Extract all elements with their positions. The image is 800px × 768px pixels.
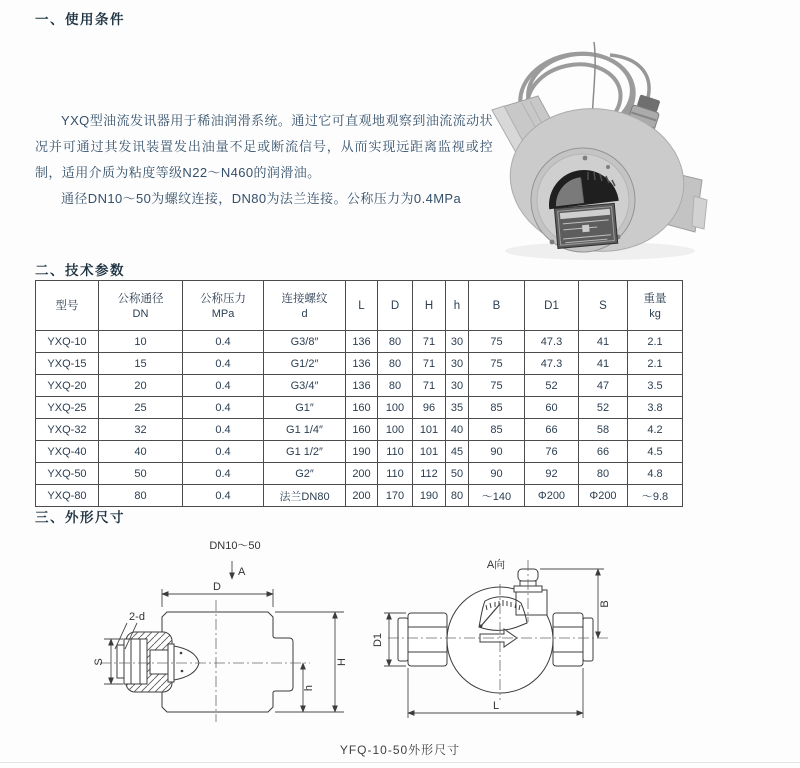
- port-cap: [117, 645, 124, 678]
- col-header-line1: 型号: [55, 299, 79, 312]
- table-row: [36, 463, 683, 485]
- table-cell: 45: [446, 441, 469, 463]
- table-cell: 101: [413, 441, 446, 463]
- table-cell: 75: [469, 375, 525, 397]
- col-header-pressure: [183, 281, 264, 331]
- table-cell: 112: [413, 463, 446, 485]
- table-cell: 47: [579, 375, 628, 397]
- col-header-D1: [525, 281, 579, 331]
- col-header-line1: h: [453, 299, 461, 312]
- table-row: [36, 419, 683, 441]
- table-cell: 76: [525, 441, 579, 463]
- col-header-line2: kg: [649, 307, 661, 320]
- table-cell: G2″: [264, 463, 346, 485]
- table-cell: 66: [579, 441, 628, 463]
- table-cell: 110: [378, 463, 413, 485]
- table-cell: G1 1/4″: [264, 419, 346, 441]
- table-cell: 0.4: [183, 375, 264, 397]
- table-cell: 52: [579, 397, 628, 419]
- table-cell: 40: [99, 441, 183, 463]
- table-cell: 4.8: [628, 463, 683, 485]
- body-outline: [162, 612, 293, 712]
- table-cell: 80: [378, 375, 413, 397]
- table-cell: ～9.8: [628, 485, 683, 507]
- product-photo: [480, 30, 760, 265]
- table-cell: 71: [413, 353, 446, 375]
- intro-paragraph-1: YXQ型油流发讯器用于稀油润滑系统。通过它可直观地观察到油流流动状况并可通过其发讯装置发出油量不足或断流信号，从而实现远距离监视或控制，适用介质为粘度等级N22～N460的润滑油。: [35, 113, 493, 180]
- right-drawing: [372, 557, 611, 718]
- table-cell: 58: [579, 419, 628, 441]
- table-cell: 100: [378, 397, 413, 419]
- col-header-line2: MPa: [211, 307, 235, 320]
- section2-title: 二、技术参数: [35, 263, 125, 278]
- table-cell: 101: [413, 419, 446, 441]
- table-cell: 80: [378, 331, 413, 353]
- dim-D1-label: D1: [372, 632, 384, 648]
- table-cell: 法兰DN80: [264, 485, 346, 507]
- drawing-caption: YFQ-10-50外形尺寸: [339, 743, 461, 757]
- nameplate: [554, 203, 617, 248]
- table-cell: 75: [469, 353, 525, 375]
- table-cell: 50: [446, 463, 469, 485]
- table-cell: YXQ-50: [36, 463, 99, 485]
- col-header-dn: [99, 281, 183, 331]
- col-header-model: [36, 281, 99, 331]
- table-cell: 80: [579, 463, 628, 485]
- table-cell: 2.1: [628, 331, 683, 353]
- dim-L-label: L: [492, 700, 500, 712]
- table-cell: 20: [99, 375, 183, 397]
- table-cell: 30: [446, 331, 469, 353]
- table-cell: YXQ-15: [36, 353, 99, 375]
- dim-D-label: D: [213, 581, 221, 593]
- right-hex-port: [553, 613, 593, 666]
- table-cell: 160: [346, 397, 378, 419]
- spec-table: [35, 280, 683, 507]
- table-cell: YXQ-32: [36, 419, 99, 441]
- table-cell: 0.4: [183, 353, 264, 375]
- table-cell: 110: [378, 441, 413, 463]
- table-cell: Φ200: [525, 485, 579, 507]
- view-a-label: A: [238, 566, 246, 578]
- table-row: [36, 353, 683, 375]
- spec-table-body: [36, 331, 683, 507]
- table-cell: 0.4: [183, 441, 264, 463]
- section1-title: 一、使用条件: [35, 12, 125, 27]
- col-header-line2: DN: [132, 307, 149, 320]
- col-header-line1: H: [424, 299, 434, 312]
- table-cell: 3.5: [628, 375, 683, 397]
- col-header-line1: B: [492, 299, 501, 312]
- col-header-line1: 重量: [643, 292, 667, 305]
- left-drawing-title: DN10～50: [209, 540, 261, 552]
- col-header-H: [413, 281, 446, 331]
- bottom-divider: [0, 762, 800, 763]
- table-cell: 190: [413, 485, 446, 507]
- table-cell: 52: [525, 375, 579, 397]
- table-cell: 4.5: [628, 441, 683, 463]
- table-cell: 85: [469, 397, 525, 419]
- col-header-line1: L: [358, 299, 365, 312]
- table-cell: 15: [99, 353, 183, 375]
- table-cell: 0.4: [183, 485, 264, 507]
- table-cell: 66: [525, 419, 579, 441]
- col-header-line1: D: [390, 299, 400, 312]
- spec-table-header: [36, 281, 683, 331]
- table-cell: 25: [99, 397, 183, 419]
- table-cell: 75: [469, 331, 525, 353]
- dim-B-label: B: [599, 600, 611, 608]
- table-cell: 92: [525, 463, 579, 485]
- table-cell: 50: [99, 463, 183, 485]
- table-cell: 40: [446, 419, 469, 441]
- table-cell: 10: [99, 331, 183, 353]
- table-cell: 41: [579, 331, 628, 353]
- table-cell: 136: [346, 331, 378, 353]
- table-cell: 80: [446, 485, 469, 507]
- table-row: [36, 375, 683, 397]
- col-header-L: [346, 281, 378, 331]
- table-cell: 190: [346, 441, 378, 463]
- table-cell: 47.3: [525, 331, 579, 353]
- col-header-S: [579, 281, 628, 331]
- view-a-title: A向: [486, 559, 506, 571]
- table-cell: 30: [446, 375, 469, 397]
- col-header-line2: d: [301, 307, 308, 320]
- table-cell: 30: [446, 353, 469, 375]
- table-cell: 71: [413, 375, 446, 397]
- table-cell: 200: [346, 463, 378, 485]
- col-header-B: [469, 281, 525, 331]
- dim-h-label: h: [303, 684, 315, 692]
- col-header-line1: 公称通径: [117, 292, 164, 305]
- table-cell: 60: [525, 397, 579, 419]
- col-header-D: [378, 281, 413, 331]
- table-cell: 90: [469, 463, 525, 485]
- table-row: [36, 485, 683, 507]
- table-cell: G1″: [264, 397, 346, 419]
- left-hex-port: [398, 613, 447, 666]
- table-cell: 90: [469, 441, 525, 463]
- holes-label: 2-d: [129, 611, 145, 623]
- table-row: [36, 331, 683, 353]
- table-cell: 0.4: [183, 397, 264, 419]
- col-header-line1: S: [599, 299, 607, 312]
- intro-text: [35, 108, 493, 212]
- col-header-thread: [264, 281, 346, 331]
- intro-paragraph-2: 通径DN10～50为螺纹连接，DN80为法兰连接。公称压力为0.4MPa: [61, 191, 462, 206]
- hex-nut: [124, 639, 147, 684]
- table-cell: 0.4: [183, 463, 264, 485]
- table-cell: 80: [99, 485, 183, 507]
- col-header-line1: D1: [544, 299, 559, 312]
- table-cell: 3.8: [628, 397, 683, 419]
- dim-H-label: H: [336, 658, 348, 666]
- col-header-h: [446, 281, 469, 331]
- table-cell: 32: [99, 419, 183, 441]
- table-cell: 136: [346, 353, 378, 375]
- table-cell: 200: [346, 485, 378, 507]
- table-cell: 2.1: [628, 353, 683, 375]
- table-cell: 136: [346, 375, 378, 397]
- table-cell: YXQ-20: [36, 375, 99, 397]
- table-cell: G1 1/2″: [264, 441, 346, 463]
- dimension-drawings: [60, 536, 620, 726]
- table-cell: ～140: [469, 485, 525, 507]
- table-cell: 41: [579, 353, 628, 375]
- table-cell: Φ200: [579, 485, 628, 507]
- left-drawing: [93, 540, 348, 722]
- col-header-line1: 公称压力: [200, 292, 246, 305]
- table-cell: G3/8″: [264, 331, 346, 353]
- table-cell: 47.3: [525, 353, 579, 375]
- dim-S-label: S: [93, 658, 105, 666]
- table-cell: 100: [378, 419, 413, 441]
- table-cell: 0.4: [183, 419, 264, 441]
- table-cell: 71: [413, 331, 446, 353]
- table-cell: 85: [469, 419, 525, 441]
- table-cell: 0.4: [183, 331, 264, 353]
- section3-title: 三、外形尺寸: [35, 510, 125, 525]
- table-row: [36, 397, 683, 419]
- table-cell: YXQ-25: [36, 397, 99, 419]
- col-header-line1: 连接螺纹: [281, 292, 328, 305]
- table-cell: 4.2: [628, 419, 683, 441]
- table-cell: 96: [413, 397, 446, 419]
- table-cell: 160: [346, 419, 378, 441]
- table-cell: YXQ-40: [36, 441, 99, 463]
- table-cell: 170: [378, 485, 413, 507]
- col-header-weight: [628, 281, 683, 331]
- table-cell: G1/2″: [264, 353, 346, 375]
- table-row: [36, 441, 683, 463]
- table-cell: G3/4″: [264, 375, 346, 397]
- table-cell: 35: [446, 397, 469, 419]
- table-cell: YXQ-10: [36, 331, 99, 353]
- table-cell: YXQ-80: [36, 485, 99, 507]
- table-cell: 80: [378, 353, 413, 375]
